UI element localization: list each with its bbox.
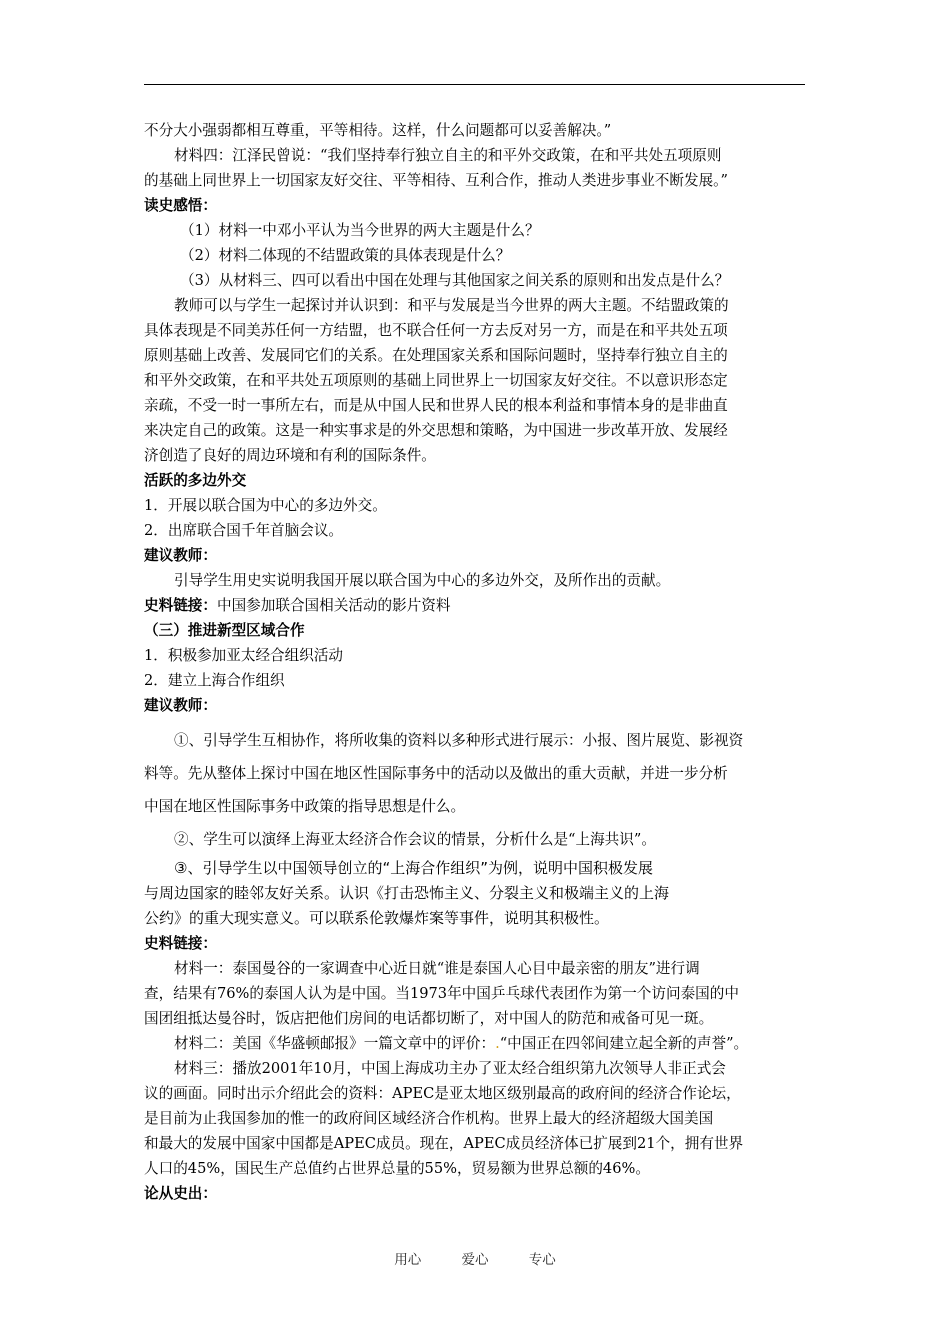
text-line: 济创造了良好的周边环境和有利的国际条件。 bbox=[144, 447, 436, 464]
text-line: 查，结果有76%的泰国人认为是中国。当1973年中国乒乓球代表团作为第一个访问泰国的中 bbox=[144, 985, 739, 1002]
material-link-text: 中国参加联合国相关活动的影片资料 bbox=[216, 597, 451, 614]
section-heading-teacher: 建议教师： bbox=[144, 547, 217, 564]
text-line: 材料三：播放2001年10月，中国上海成功主办了亚太经合组织第九次领导人非正式会 bbox=[174, 1060, 726, 1077]
text-line bbox=[144, 1031, 806, 1056]
text-line: 人口的45%，国民生产总值约占世界总量的55%，贸易额为世界总额的46%。 bbox=[144, 1160, 650, 1177]
list-item: 2．建立上海合作组织 bbox=[144, 672, 285, 689]
footer-word: 爱心 bbox=[461, 1252, 489, 1268]
text-line: 中国在地区性国际事务中政策的指导思想是什么。 bbox=[144, 798, 466, 815]
material-link-line bbox=[144, 593, 806, 618]
section-heading-regional: （三）推进新型区域合作 bbox=[144, 622, 305, 639]
document-body bbox=[144, 118, 806, 1206]
text-line: 具体表现是不同美苏任何一方结盟，也不联合任何一方去反对另一方，而是在和平共处五项 bbox=[144, 322, 728, 339]
section-heading-multilateral: 活跃的多边外交 bbox=[144, 472, 247, 489]
text-line: 亲疏，不受一时一事所左右，而是从中国人民和世界人民的根本利益和事情本身的是非曲直 bbox=[144, 397, 728, 414]
text-line: 来决定自己的政策。这是一种实事求是的外交思想和策略，为中国进一步改革开放、发展经 bbox=[144, 422, 728, 439]
text-line: 议的画面。同时出示介绍此会的资料：APEC是亚太地区级别最高的政府间的经济合作论坛， bbox=[144, 1085, 741, 1102]
section-heading-conclusion: 论从史出： bbox=[144, 1185, 217, 1202]
text-line: 是目前为止我国参加的惟一的政府间区域经济合作机构。世界上最大的经济超级大国美国 bbox=[144, 1110, 714, 1127]
section-heading-reading: 读史感悟： bbox=[144, 197, 217, 214]
text-line: ③、引导学生以中国领导创立的“上海合作组织”为例，说明中国积极发展 bbox=[174, 859, 653, 877]
material-two-quote: “中国正在四邻间建立起全新的声誉”。 bbox=[499, 1035, 749, 1052]
section-heading-teacher: 建议教师： bbox=[144, 697, 217, 714]
highlight-dot: . bbox=[495, 1035, 500, 1052]
header-rule bbox=[144, 84, 805, 85]
footer-word: 用心 bbox=[394, 1252, 422, 1268]
page-footer bbox=[0, 1248, 950, 1268]
text-line: 与周边国家的睦邻友好关系。认识《打击恐怖主义、分裂主义和极端主义的上海 bbox=[144, 884, 670, 902]
question-2: （2）材料二体现的不结盟政策的具体表现是什么？ bbox=[180, 247, 511, 264]
list-item: 2．出席联合国千年首脑会议。 bbox=[144, 522, 344, 539]
text-line: 的基础上同世界上一切国家友好交往、平等相待、互利合作，推动人类进步事业不断发展。” bbox=[144, 172, 728, 189]
list-item: 1．开展以联合国为中心的多边外交。 bbox=[144, 497, 387, 514]
text-line: 和平外交政策，在和平共处五项原则的基础上同世界上一切国家友好交往。不以意识形态定 bbox=[144, 372, 728, 389]
text-line: 原则基础上改善、发展同它们的关系。在处理国家关系和国际问题时，坚持奉行独立自主的 bbox=[144, 347, 728, 364]
section-heading-material-link: 史料链接： bbox=[144, 597, 217, 614]
question-3: （3）从材料三、四可以看出中国在处理与其他国家之间关系的原则和出发点是什么？ bbox=[180, 272, 730, 289]
text-line: 引导学生用史实说明我国开展以联合国为中心的多边外交，及所作出的贡献。 bbox=[174, 572, 671, 589]
text-line: ①、引导学生互相协作，将所收集的资料以多种形式进行展示：小报、图片展览、影视资 bbox=[174, 732, 744, 749]
section-heading-material-link: 史料链接： bbox=[144, 935, 217, 952]
text-line: 不分大小强弱都相互尊重，平等相待。这样，什么问题都可以妥善解决。” bbox=[144, 122, 612, 139]
material-two-label: 材料二：美国《华盛顿邮报》一篇文章中的评价： bbox=[174, 1035, 496, 1052]
text-line: 料等。先从整体上探讨中国在地区性国际事务中的活动以及做出的重大贡献，并进一步分析 bbox=[144, 765, 728, 782]
text-line: ②、学生可以演绎上海亚太经济合作会议的情景，分析什么是“上海共识”。 bbox=[174, 831, 656, 848]
text-line: 国团组抵达曼谷时，饭店把他们房间的电话都切断了，对中国人的防范和戒备可见一斑。 bbox=[144, 1010, 714, 1027]
list-item: 1．积极参加亚太经合组织活动 bbox=[144, 647, 344, 664]
text-line: 和最大的发展中国家中国都是APEC成员。现在，APEC成员经济体已扩展到21个，拥有世界 bbox=[144, 1135, 744, 1152]
text-line: 材料四：江泽民曾说：“我们坚持奉行独立自主的和平外交政策，在和平共处五项原则 bbox=[174, 147, 722, 164]
question-1: （1）材料一中邓小平认为当今世界的两大主题是什么？ bbox=[180, 222, 540, 239]
footer-word: 专心 bbox=[528, 1252, 556, 1268]
text-line: 公约》的重大现实意义。可以联系伦敦爆炸案等事件，说明其积极性。 bbox=[144, 909, 610, 927]
text-line: 材料一：泰国曼谷的一家调查中心近日就“谁是泰国人心目中最亲密的朋友”进行调 bbox=[174, 960, 700, 977]
text-line: 教师可以与学生一起探讨并认识到：和平与发展是当今世界的两大主题。不结盟政策的 bbox=[174, 297, 729, 314]
